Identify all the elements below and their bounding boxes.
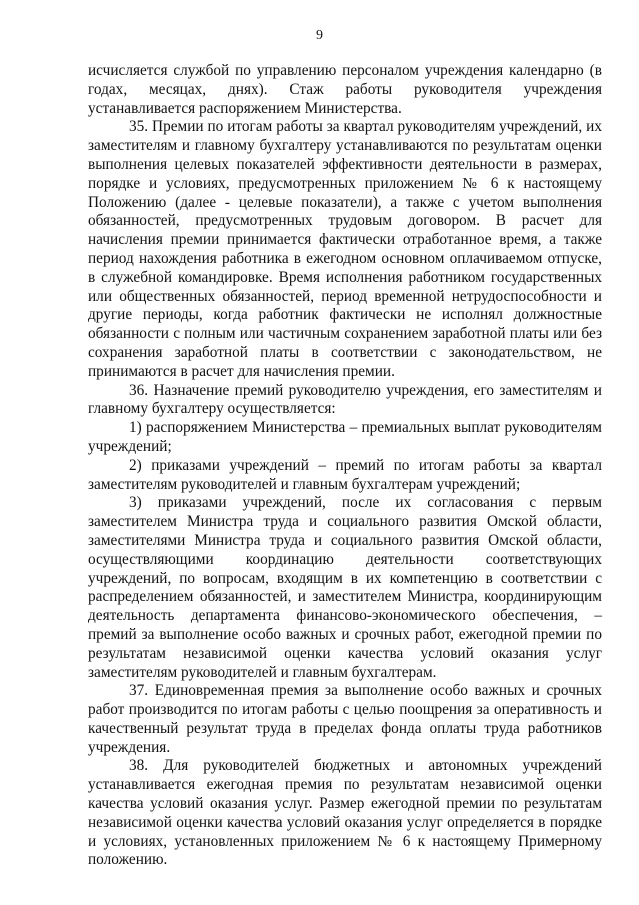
page-number: 9	[316, 28, 323, 43]
paragraph-38: 38. Для руководителей бюджетных и автономных учреждений устанавливается ежегодная премия по результатам независимой оценки качества условий оказания услуг. Размер ежегодной премии по результатам независимой оценки качества условий оказания услуг определяется в порядке и условиях, установленных приложением № 6 к настоящему Примерному положению.	[88, 757, 602, 869]
paragraph-36-item-1: 1) распоряжением Министерства – премиальных выплат руководителям учреждений;	[88, 419, 602, 455]
document-body	[88, 62, 602, 870]
paragraph-continuation: исчисляется службой по управлению персоналом учреждения календарно (в годах, месяцах, днях). Стаж работы руководителя учреждения устанавливается распоряжением Министерства.	[88, 62, 602, 117]
paragraph-36: 36. Назначение премий руководителю учреждения, его заместителям и главному бухгалтеру осуществляется:	[88, 381, 602, 418]
paragraph-36-item-2: 2) приказами учреждений – премий по итогам работы за квартал заместителям руководителей и главным бухгалтерам учреждений;	[88, 456, 602, 493]
paragraph-35: 35. Премии по итогам работы за квартал руководителям учреждений, их заместителям и главному бухгалтеру устанавливаются по результатам оценки выполнения целевых показателей эффективности деятельности в размерах, порядке и условиях, предусмотренных приложением № 6 к настоящему Положению (далее - целевые показатели), а также с учетом выполнения обязанностей, предусмотренных трудовым договором. В расчет для начисления премии принимается фактически отработанное время, а также период нахождения работника в ежегодном основном оплачиваемом отпуске, в служебной командировке. Время исполнения работником государственных или общественных обязанностей, период временной нетрудоспособности и другие периоды, когда работник фактически не исполнял должностные обязанности с полным или частичным сохранением заработной платы или без сохранения заработной платы в соответствии с законодательством, не принимаются в расчет для начисления премии.	[88, 118, 602, 380]
paragraph-37: 37. Единовременная премия за выполнение особо важных и срочных работ производится по итогам работы с целью поощрения за оперативность и качественный результат труда в пределах фонда оплаты труда работников учреждения.	[88, 682, 602, 756]
paragraph-36-item-3: 3) приказами учреждений, после их согласования с первым заместителем Министра труда и социального развития Омской области, заместителями Министра труда и социального развития Омской области, осуществляющими координацию деятельности соответствующих учреждений, по вопросам, входящим в их компетенцию в соответствии с распределением обязанностей, и заместителем Министра, координирующим деятельность департамента финансово-экономического обеспечения, – премий за выполнение особо важных и срочных работ, ежегодной премии по результатам независимой оценки качества условий оказания услуг заместителям руководителей и главным бухгалтерам.	[88, 494, 602, 681]
